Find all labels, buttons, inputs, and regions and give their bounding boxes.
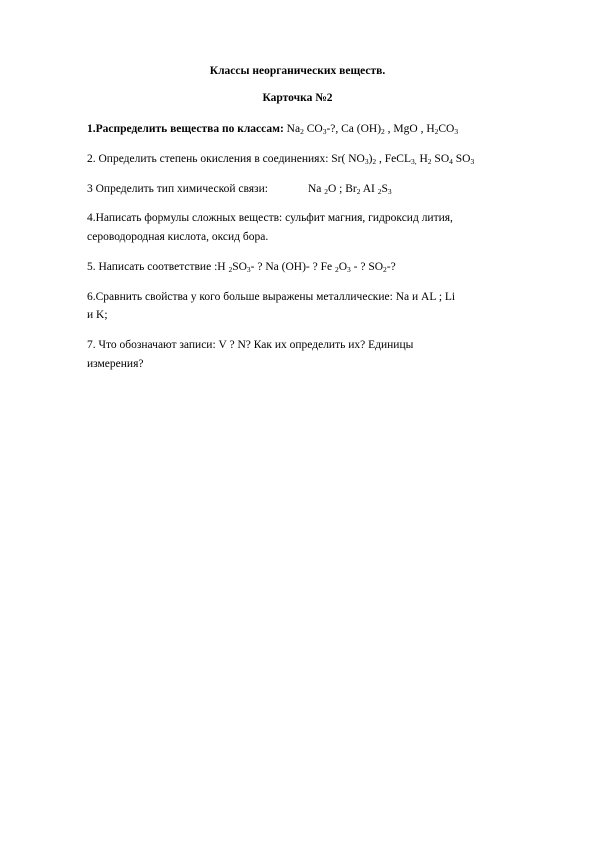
subscript: 2	[228, 265, 233, 274]
subscript: 3	[387, 187, 392, 196]
formula-part: SO	[232, 261, 247, 273]
formula-part: O	[338, 261, 348, 273]
question-3-text: 3 Определить тип химической связи:	[87, 183, 268, 195]
formula-part: AI	[360, 183, 378, 195]
subscript: 2	[324, 187, 328, 196]
question-2-text: 2. Определить степень окисления в соединениях: Sr( NO	[87, 153, 365, 165]
formula-part: S	[381, 183, 388, 195]
question-1-text: 1.Распределить вещества по классам:	[87, 123, 284, 135]
document-title: Классы неорганических веществ.	[209, 65, 386, 77]
subscript: 3	[246, 265, 251, 274]
question-6-line-2: и K;	[87, 309, 108, 321]
formula-part: SO	[452, 153, 471, 165]
formula-part: , MgO , H	[384, 123, 435, 135]
subscript: 2	[427, 157, 432, 166]
formula-part: O ; Br	[328, 183, 357, 195]
question-5	[87, 260, 567, 274]
subscript: 3	[347, 265, 351, 274]
subscript: 2	[377, 187, 382, 196]
formula-part: CO	[306, 123, 323, 135]
question-7-line-2: измерения?	[87, 358, 144, 370]
question-6-line-1: 6.Сравнить свойства у кого больше выражены металлические: Na и AL ; Li	[87, 291, 456, 303]
subscript: 4	[449, 157, 453, 166]
formula-part: )	[368, 153, 373, 165]
subscript: 3	[322, 127, 327, 136]
formula-part: H	[416, 153, 428, 165]
formula-part: CO	[438, 123, 455, 135]
question-1-formulas	[287, 123, 458, 135]
formula-part: Na	[307, 183, 325, 195]
formula-part: Na	[286, 123, 301, 135]
question-5-text: 5. Написать соответствие :H	[87, 261, 229, 273]
formula-part: -?, Ca (OH)	[326, 123, 382, 135]
question-1	[87, 122, 567, 136]
formula-part: - ? Na (OH)- ? Fe	[250, 261, 335, 273]
question-4-line-2: сероводородная кислота, оксид бора.	[87, 231, 269, 243]
subscript: 2	[434, 127, 439, 136]
question-7-line-1: 7. Что обозначают записи: V ? N? Как их определить их? Единицы	[87, 339, 414, 351]
subscript: 3	[470, 157, 475, 166]
subscript: 2	[356, 187, 361, 196]
subscript: 2	[383, 265, 387, 274]
subscript: 2	[381, 127, 385, 136]
card-number: Карточка №2	[262, 92, 333, 104]
question-3	[87, 182, 567, 196]
subscript: 3,	[410, 157, 417, 166]
subscript: 3	[364, 157, 369, 166]
formula-part: - ? SO	[350, 261, 384, 273]
question-2	[87, 152, 567, 166]
subscript: 2	[372, 157, 377, 166]
question-4-line-1: 4.Написать формулы сложных веществ: сульфит магния, гидроксид лития,	[87, 212, 453, 224]
subscript: 2	[334, 265, 339, 274]
formula-part: SO	[431, 153, 450, 165]
subscript: 2	[300, 127, 304, 136]
formula-part: -?	[386, 261, 396, 273]
subscript: 3	[454, 127, 459, 136]
formula-part: , FeCL	[376, 153, 411, 165]
